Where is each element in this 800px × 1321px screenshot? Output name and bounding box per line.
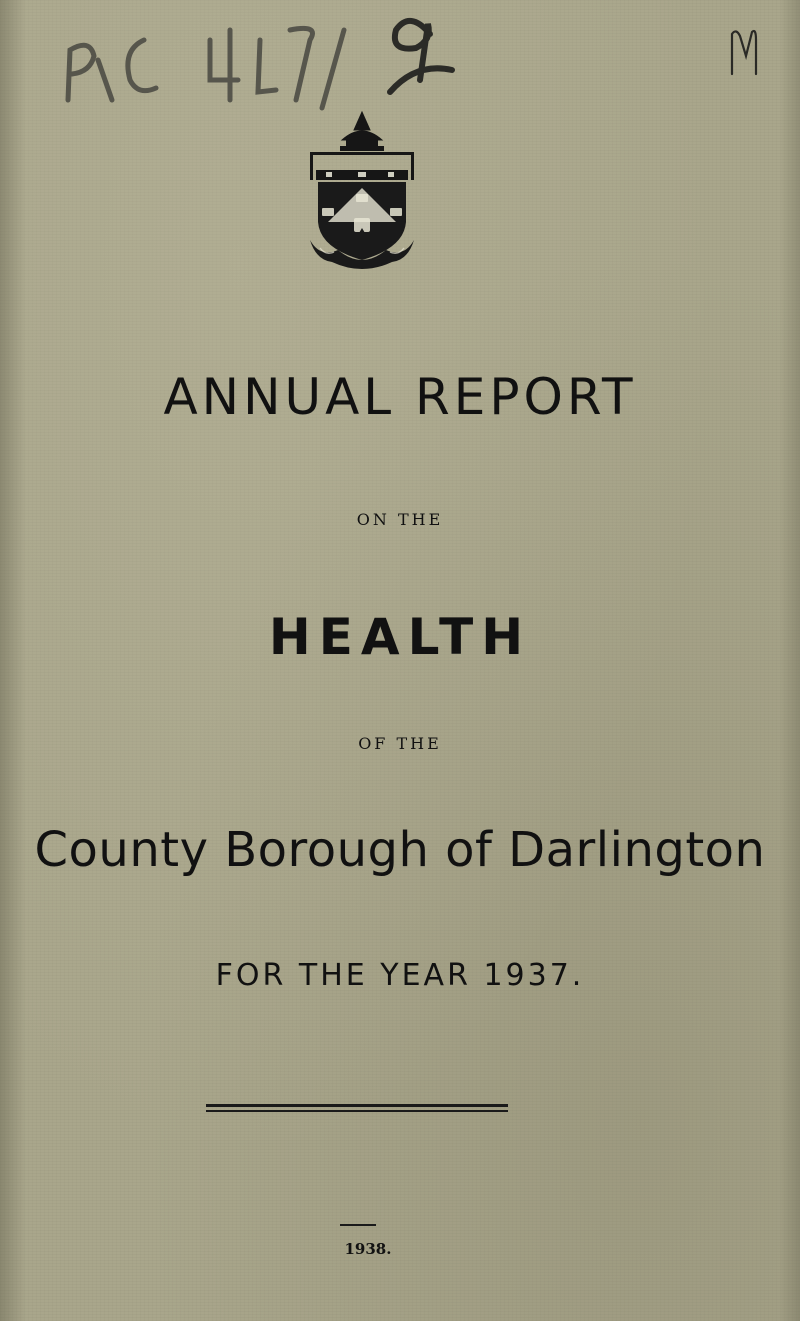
publication-year: 1938. <box>344 1240 392 1258</box>
short-rule-divider <box>340 1224 376 1226</box>
report-title: ANNUAL REPORT <box>163 368 637 426</box>
report-subject: HEALTH <box>268 608 532 666</box>
double-rule-divider <box>206 1104 508 1112</box>
on-the-label: ON THE <box>356 510 444 529</box>
handwritten-annotation <box>60 0 480 120</box>
of-the-label: OF THE <box>358 734 442 753</box>
handwritten-corner-mark <box>724 22 764 82</box>
authority-name: County Borough of Darlington <box>34 822 766 878</box>
coat-of-arms-emblem <box>308 110 416 270</box>
report-period: FOR THE YEAR 1937. <box>215 958 585 993</box>
